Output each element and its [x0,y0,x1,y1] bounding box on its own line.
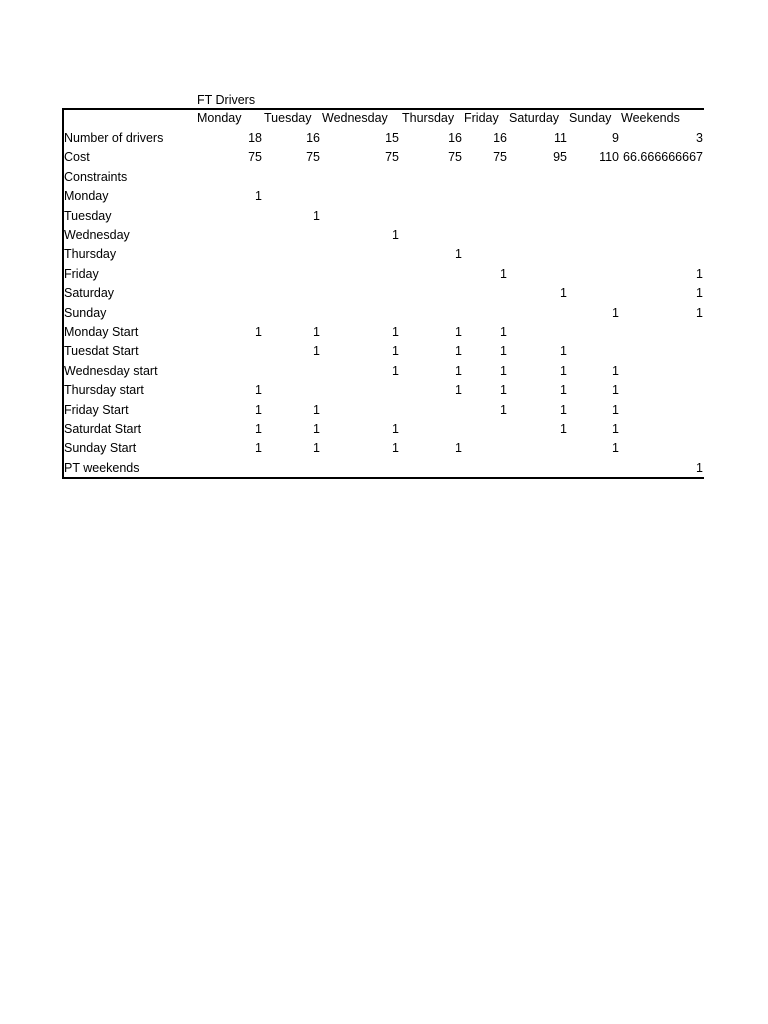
table-cell: 1 [392,325,399,339]
table-cell: 16 [306,131,320,145]
table-row [0,129,768,148]
table-cell: 1 [612,305,619,320]
row-label: Monday Start [64,325,139,339]
table-row [0,187,768,206]
table-cell: 1 [255,189,262,204]
column-header: Thursday [402,111,455,125]
row-label: Saturdat Start [64,422,142,436]
table-row [0,381,768,400]
table-cell: 1 [313,344,320,359]
table-cell: 1 [560,383,567,398]
table-cell: 1 [500,383,507,398]
table-cell: 1 [392,422,399,436]
table-row [0,148,768,167]
table-cell: 1 [455,363,462,378]
group-title: FT Drivers [197,93,256,107]
table-cell: 1 [560,402,567,417]
table-cell: 75 [448,150,462,165]
table-cell: 1 [455,441,462,456]
row-label: Thursday [64,247,117,262]
table-cell: 95 [553,150,567,165]
table-cell: 110 [599,150,619,165]
table-row [0,168,768,187]
table-cell: 1 [392,344,399,359]
table-row [0,265,768,284]
row-label: Sunday [64,305,107,320]
table-cell: 1 [255,422,262,436]
table-cell: 1 [313,208,320,223]
table-row [0,323,768,342]
row-label: PT weekends [64,460,140,475]
table-cell: 1 [313,441,320,456]
table-row [0,439,768,458]
table-cell: 75 [385,150,399,165]
table-cell: 1 [696,460,703,475]
table-cell: 9 [612,131,619,145]
table-row [0,401,768,420]
table-cell: 1 [612,422,619,436]
table-cell: 1 [313,325,320,339]
row-label: Saturday [64,286,115,301]
table-cell: 1 [313,402,320,417]
table-row [0,245,768,264]
table-cell: 1 [612,441,619,456]
table-cell: 1 [255,402,262,417]
table-cell: 1 [455,344,462,359]
table-cell: 1 [696,305,703,320]
table-cell: 1 [392,363,399,378]
table-cell: 1 [560,422,567,436]
table-cell: 1 [455,325,462,339]
table-cell: 1 [500,266,507,281]
table-cell: 75 [306,150,320,165]
table-cell: 1 [455,383,462,398]
table-cell: 16 [448,131,462,145]
table-cell: 1 [612,402,619,417]
table-cell: 1 [500,325,507,339]
column-header: Tuesday [264,111,312,125]
table-cell: 11 [554,131,567,145]
table-row [0,420,768,439]
table-cell: 1 [612,383,619,398]
table-cell: 1 [560,363,567,378]
table-row [0,459,768,478]
row-label: Cost [64,150,90,165]
table-cell: 1 [612,363,619,378]
row-label: Wednesday start [64,363,158,378]
table-cell: 1 [455,247,462,262]
row-label: Thursday start [64,383,144,398]
table-cell: 75 [493,150,507,165]
row-label: Tuesday [64,208,112,223]
table-cell: 3 [696,131,703,145]
table-cell: 1 [255,383,262,398]
row-label: Tuesdat Start [64,344,139,359]
column-header: Monday [197,111,242,125]
row-label: Wednesday [64,228,130,242]
table-row [0,342,768,361]
table-cell: 1 [696,266,703,281]
table-cell: 1 [313,422,320,436]
table-cell: 75 [248,150,262,165]
column-header: Wednesday [322,111,388,125]
column-header: Weekends [621,111,680,125]
table-row [0,362,768,381]
row-label: Friday [64,266,99,281]
table-cell: 66.666666667 [623,150,703,165]
table-row [0,226,768,245]
table-cell: 1 [392,228,399,242]
table-cell: 1 [500,344,507,359]
table-cell: 18 [248,131,262,145]
row-label: Sunday Start [64,441,137,456]
table-cell: 1 [500,402,507,417]
column-header: Friday [464,111,499,125]
table-cell: 1 [255,325,262,339]
table-cell: 1 [500,363,507,378]
row-label: Friday Start [64,402,129,417]
table-cell: 16 [493,131,507,145]
row-label: Constraints [64,169,128,184]
table-cell: 1 [392,441,399,456]
table-cell: 1 [560,344,567,359]
column-header: Sunday [569,111,612,125]
table-cell: 1 [560,286,567,301]
table-cell: 1 [696,286,703,301]
table-row [0,304,768,323]
row-label: Number of drivers [64,131,164,145]
table-cell: 1 [255,441,262,456]
table-row [0,207,768,226]
table-cell: 15 [385,131,399,145]
table-row [0,284,768,303]
column-header: Saturday [509,111,560,125]
row-label: Monday [64,189,109,204]
